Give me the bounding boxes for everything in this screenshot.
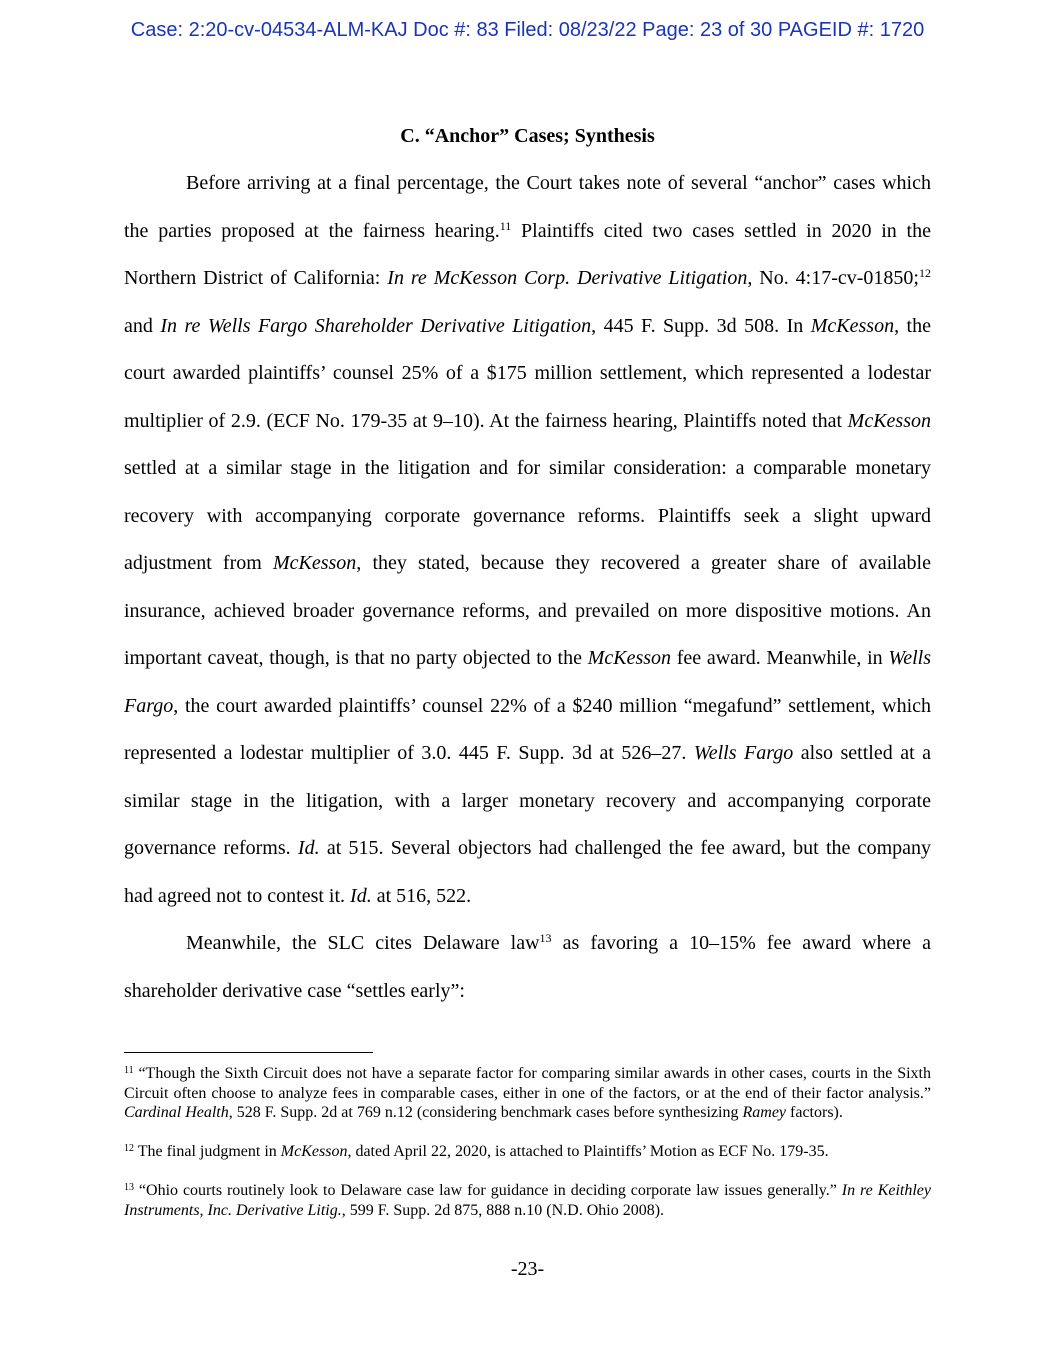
case-name: Wells Fargo [693, 742, 794, 764]
footnote-12: $^{12}$ The final judgment in McKesson, dated April 22, 2020, is attached to Plaintiffs’ Motion as ECF No. 179-35. [124, 1143, 829, 1160]
case-name: McKesson [587, 647, 672, 669]
footnote-11: $^{11}$ “Though the Sixth Circuit does not have a separate factor for comparing similar awards in other cases, courts in the Sixth Circuit often choose to analyze fees in comparable cases, either in one of the factors, or at the end of their factor analysis.” Cardinal Health, 528 F. Supp. 2d at 769 n.12 (considering benchmark cases before synthesizing Ramey factors). [124, 1065, 931, 1121]
paragraph-anchor-cases: Before arriving at a final percentage, the Court takes note of several “anchor” cases which the parties proposed at the fairness hearing.$^{11}$ Plaintiffs cited two cases settled in 2020 in the Northern District of California: In re McKesson Corp. Derivative Litigation, No. 4:17-cv-01850;$^{12}$ and In re Wells Fargo Shareholder Derivative Litigation, 445 F. Supp. 3d 508. In McKesson, the court awarded plaintiffs’ counsel 25% of a $175 million settlement, which represented a lodestar multiplier of 2.9. (ECF No. 179-35 at 9–10). At the fairness hearing, Plaintiffs noted that McKesson settled at a similar stage in the litigation and for similar consideration: a comparable monetary recovery with accompanying corporate governance reforms. Plaintiffs seek a slight upward adjustment from McKesson, they stated, because they recovered a greater share of available insurance, achieved broader governance reforms, and prevailed on more dispositive motions. An important caveat, though, is that no party objected to the McKesson fee award. Meanwhile, in Wells Fargo, the court awarded plaintiffs’ counsel 22% of a $240 million “megafund” settlement, which represented a lodestar multiplier of 3.0. 445 F. Supp. 3d at 526–27. Wells Fargo also settled at a similar stage in the litigation, with a larger monetary recovery and accompanying corporate governance reforms. Id. at 515. Several objectors had challenged the fee award, but the company had agreed not to contest it. Id. at 516, 522. [124, 172, 931, 907]
case-name: Wells Fargo [124, 647, 931, 717]
case-name: In re Wells Fargo Shareholder Derivative Litigation [160, 314, 592, 337]
citation-id: Id. [350, 884, 372, 907]
case-name: Ramey [742, 1104, 787, 1121]
footnote-ref-13: 13 [539, 930, 552, 945]
footnote-number: 11 [124, 1065, 134, 1076]
footnote-13: $^{13}$ “Ohio courts routinely look to Delaware case law for guidance in deciding corporate law issues generally.” In re Keithley Instruments, Inc. Derivative Litig., 599 F. Supp. 2d 875, 888 n.10 (N.D. Ohio 2008). [124, 1182, 932, 1219]
footnote-number: 12 [124, 1143, 134, 1154]
section-heading: C. “Anchor” Cases; Synthesis [400, 125, 655, 147]
case-name: Cardinal Health [124, 1104, 229, 1121]
case-header: Case: 2:20-cv-04534-ALM-KAJ Doc #: 83 Filed: 08/23/22 Page: 23 of 30 PAGEID #: 1720 [130, 19, 925, 41]
footnotes [124, 1064, 931, 1240]
paragraph-slc-delaware: Meanwhile, the SLC cites Delaware law$^{13}$ as favoring a 10–15% fee award where a shareholder derivative case “settles early”: [124, 930, 931, 1002]
case-name: McKesson [272, 552, 357, 574]
footnote-ref-11: 11 [499, 218, 512, 233]
case-name: In re Keithley Instruments, Inc. Derivative Litig. [124, 1182, 932, 1219]
footnote-number: 13 [124, 1182, 134, 1193]
case-name: McKesson [280, 1143, 348, 1160]
body-text [124, 160, 931, 1015]
case-name: McKesson [810, 314, 895, 337]
page-number: -23- [510, 1258, 545, 1280]
footnote-separator [124, 1052, 373, 1053]
case-name: McKesson [847, 409, 931, 432]
citation-id: Id. [297, 837, 320, 859]
footnote-ref-12: 12 [919, 265, 931, 280]
case-name: In re McKesson Corp. Derivative Litigation [387, 267, 748, 289]
